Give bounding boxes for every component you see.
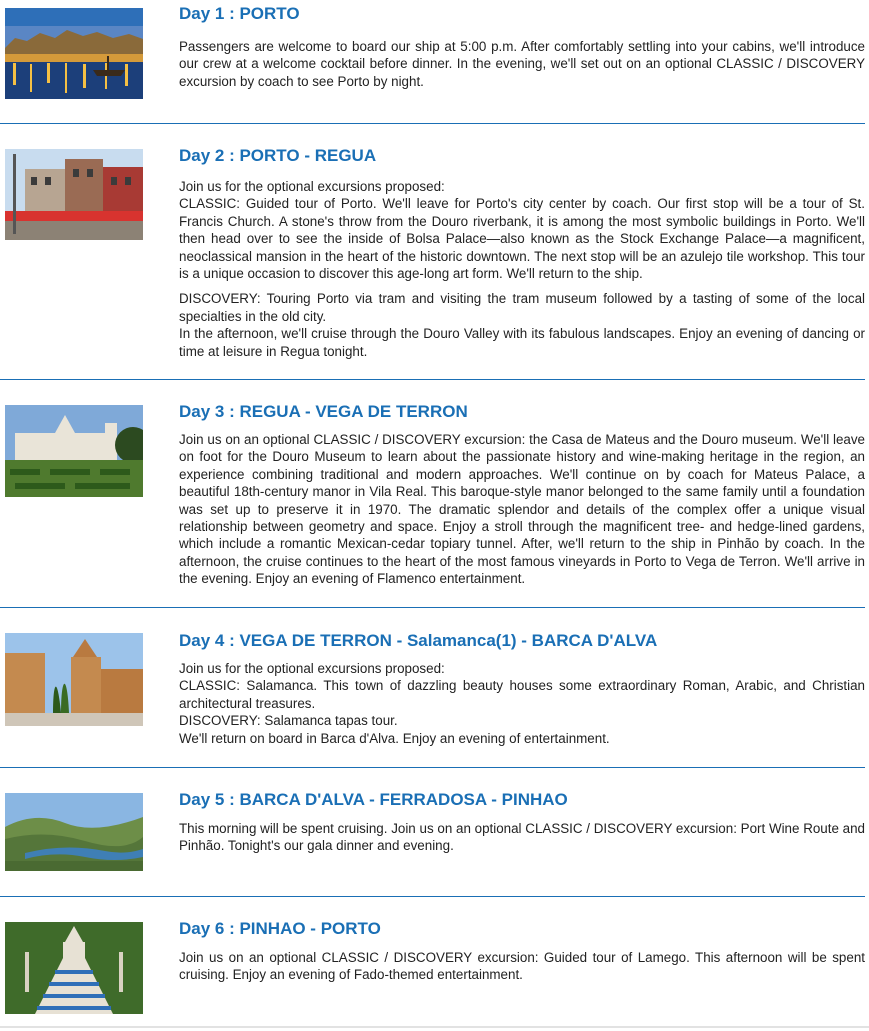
douro-valley-photo	[5, 793, 143, 871]
day-divider	[0, 607, 865, 608]
day-4-return: We'll return on board in Barca d'Alva. Enjoy an evening of entertainment.	[179, 730, 610, 746]
day-divider	[0, 123, 865, 124]
day-2-intro: Join us for the optional excursions proposed:	[179, 179, 445, 194]
day-1-title: Day 1 : PORTO	[179, 4, 300, 23]
day-3-description: Join us on an optional CLASSIC / DISCOVERY excursion: the Casa de Mateus and the Douro museum. We'll leave on foot for the Douro Museum to learn about the passionate history and wine-making heritage in the region, an experience combining traditional and modern approaches. We'll continue on by coach for Mateus Palace, a beautiful 18th-century manor in Vila Real. This baroque-style manor belonged to the same family until a foundation was set up to preserve it in 1970. The dramatic splendor and details of the complex offer a unique visual relationship between geometry and space. Enjoy a stroll through the magnificent tree- and hedge-lined gardens, which include a romantic Mexican-cedar topiary tunnel. After, we'll return to the ship in Pinhão by coach. In the afternoon, the cruise continues to the heart of the most famous vineyards in Porto to Vega de Terron. We'll arrive in the evening. Enjoy an evening of Flamenco entertainment.	[179, 432, 865, 587]
day-4-classic: CLASSIC: Salamanca. This town of dazzling beauty houses some extraordinary Roman, Arabic, and Christian architectural treasures.	[179, 678, 865, 711]
day-2-classic: CLASSIC: Guided tour of Porto. We'll leave for Porto's city center by coach. Our first stop will be a tour of St. Francis Church. A stone's throw from the Douro riverbank, it is among the most symbolic buildings in Porto. We'll then head over to see the inside of Bolsa Palace—also known as the Stock Exchange Palace—a magnificent, neoclassical mansion in the heart of the historic downtown. The next stop will be an azulejo tile workshop. This tour is a unique occasion to discover this age-long art form. We'll return to the ship.	[179, 196, 865, 282]
day-4-discovery: DISCOVERY: Salamanca tapas tour.	[179, 713, 398, 729]
footer-rule	[0, 1026, 869, 1028]
day-divider	[0, 379, 865, 380]
day-divider	[0, 767, 865, 768]
day-5-title: Day 5 : BARCA D'ALVA - FERRADOSA - PINHAO	[179, 790, 568, 809]
day-2-discovery: DISCOVERY: Touring Porto via tram and visiting the tram museum followed by a tasting of some of the local specialties in the old city.	[179, 291, 865, 324]
day-2-afternoon: In the afternoon, we'll cruise through the Douro Valley with its fabulous landscapes. Enjoy an evening of dancing or time at leisure in Regua tonight.	[179, 326, 865, 359]
day-5-description: This morning will be spent cruising. Join us on an optional CLASSIC / DISCOVERY excursion: Port Wine Route and Pinhão. Tonight's our gala dinner and evening.	[179, 821, 865, 854]
porto-street-photo	[5, 149, 143, 240]
lamego-staircase-photo	[5, 922, 143, 1014]
porto-night-photo	[5, 8, 143, 99]
day-4-intro: Join us for the optional excursions proposed:	[179, 661, 445, 676]
day-3-title: Day 3 : REGUA - VEGA DE TERRON	[179, 402, 468, 421]
day-4-title: Day 4 : VEGA DE TERRON - Salamanca(1) - BARCA D'ALVA	[179, 631, 658, 650]
day-6-description: Join us on an optional CLASSIC / DISCOVERY excursion: Guided tour of Lamego. This afternoon will be spent cruising. Enjoy an evening of Fado-themed entertainment.	[179, 950, 865, 983]
salamanca-cathedral-photo	[5, 633, 143, 726]
day-6-title: Day 6 : PINHAO - PORTO	[179, 919, 381, 938]
day-2-title: Day 2 : PORTO - REGUA	[179, 146, 377, 165]
day-divider	[0, 896, 865, 897]
mateus-gardens-photo	[5, 405, 143, 497]
day-1-description: Passengers are welcome to board our ship at 5:00 p.m. After comfortably settling into your cabins, we'll introduce our crew at a welcome cocktail before dinner. In the evening, we'll set out on an optional CLASSIC / DISCOVERY excursion by coach to see Porto by night.	[179, 39, 865, 89]
